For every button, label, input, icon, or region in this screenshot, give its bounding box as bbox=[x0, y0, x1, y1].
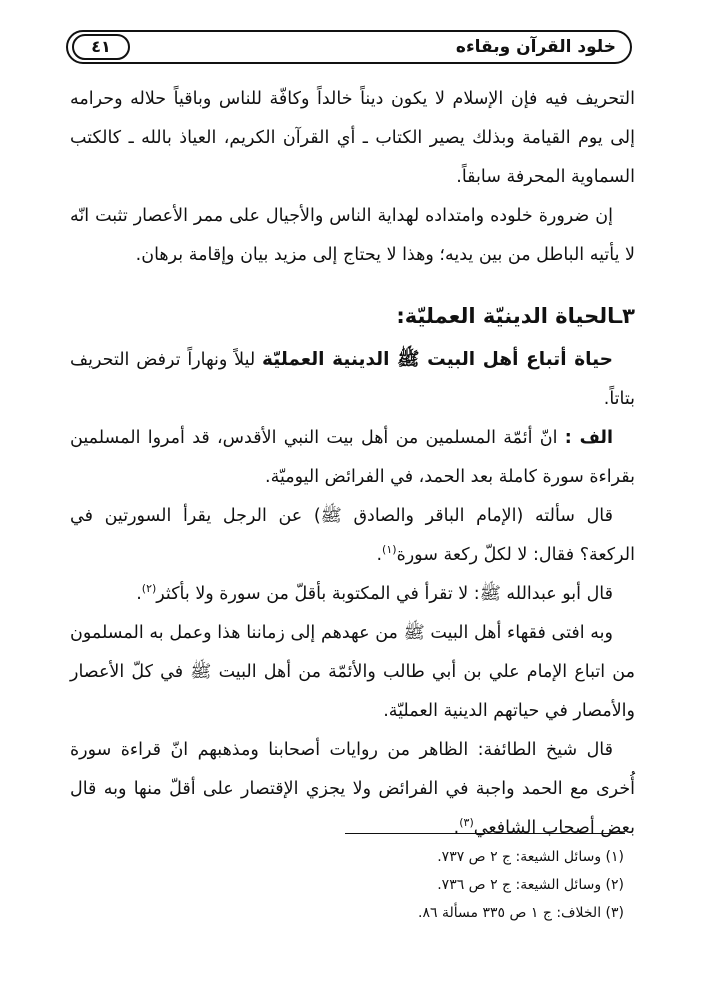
paragraph-8-end: . bbox=[453, 818, 460, 838]
running-title: خلود القرآن وبقاءه bbox=[455, 37, 616, 57]
section-heading: ٣ـالحياة الدينيّة العمليّة: bbox=[396, 304, 635, 328]
paragraph-4-text: انّ أئمّة المسلمين من أهل بيت النبي الأقدس، قد أمروا المسلمين بقراءة سورة كاملة بعد الحمد، في الفرائض اليوميّة. bbox=[70, 428, 635, 487]
footnote-item: (٢) وسائل الشيعة: ج ٢ ص ٧٣٦. bbox=[437, 877, 624, 893]
paragraph-3 bbox=[70, 340, 635, 419]
paragraph-4 bbox=[70, 419, 635, 497]
paragraph-5-text: قال سألته (الإمام الباقر والصادق ﷺ) عن الرجل يقرأ السورتين في الركعة؟ فقال: لا لكلّ ركعة سورة bbox=[70, 506, 635, 565]
paragraph-4-label: الف : bbox=[564, 428, 613, 448]
page-body bbox=[70, 80, 635, 848]
paragraph-5 bbox=[70, 497, 635, 575]
paragraph-5-end: . bbox=[376, 545, 383, 565]
paragraph-6-end: . bbox=[136, 584, 142, 604]
paragraph-2: إن ضرورة خلوده وامتداده لهداية الناس والأجيال على ممر الأعصار تثبت انّه لا يأتيه الباطل من بين يديه؛ وهذا لا يحتاج إلى مزيد بيان وإقامة برهان. bbox=[70, 206, 635, 265]
footnote-ref-1: (١) bbox=[382, 543, 397, 557]
footnote-ref-2: (٢) bbox=[141, 582, 157, 596]
paragraph-1: التحريف فيه فإن الإسلام لا يكون ديناً خالداً وكافّة للناس وباقياً حلاله وحرامه إلى يوم القيامة وبذلك يصير الكتاب ـ أي القرآن الكريم، العياذ بالله ـ كالكتب السماوية المحرفة سابقاً. bbox=[70, 89, 635, 187]
page-header bbox=[66, 30, 632, 64]
paragraph-3-text: ليلاً ونهاراً ترفض التحريف بتاتاً. bbox=[70, 350, 635, 409]
page-number: ٤١ bbox=[72, 34, 130, 60]
paragraph-8-text: قال شيخ الطائفة: الظاهر من روايات أصحابنا ومذهبهم انّ قراءة سورة أُخرى مع الحمد واجبة في الفرائض ولا يجزي الإقتصار على أقلّ منها وبه قال بعض أصحاب الشافعي bbox=[70, 740, 635, 838]
footnotes bbox=[300, 843, 624, 927]
footnote-item: (٣) الخلاف: ج ١ ص ٣٣٥ مسألة ٨٦. bbox=[418, 905, 624, 921]
paragraph-7: وبه افتى فقهاء أهل البيت ﷺ من عهدهم إلى زماننا هذا وعمل به المسلمون من اتباع الإمام علي بن أبي طالب والأئمّة من أهل البيت ﷺ في كلّ الأعصار والأمصار في حياتهم الدينية العمليّة. bbox=[70, 623, 635, 721]
footnote-divider bbox=[345, 833, 625, 834]
paragraph-6 bbox=[70, 575, 635, 614]
paragraph-3-lead: حياة أتباع أهل البيت ﷺ الدينية العمليّة bbox=[262, 349, 613, 370]
paragraph-6-text: قال أبو عبدالله ﷺ: لا تقرأ في المكتوبة بأقلّ من سورة ولا بأكثر bbox=[156, 584, 613, 604]
footnote-item: (١) وسائل الشيعة: ج ٢ ص ٧٣٧. bbox=[437, 849, 624, 865]
footnote-ref-3: (٣) bbox=[459, 816, 474, 830]
paragraph-8 bbox=[70, 731, 635, 848]
